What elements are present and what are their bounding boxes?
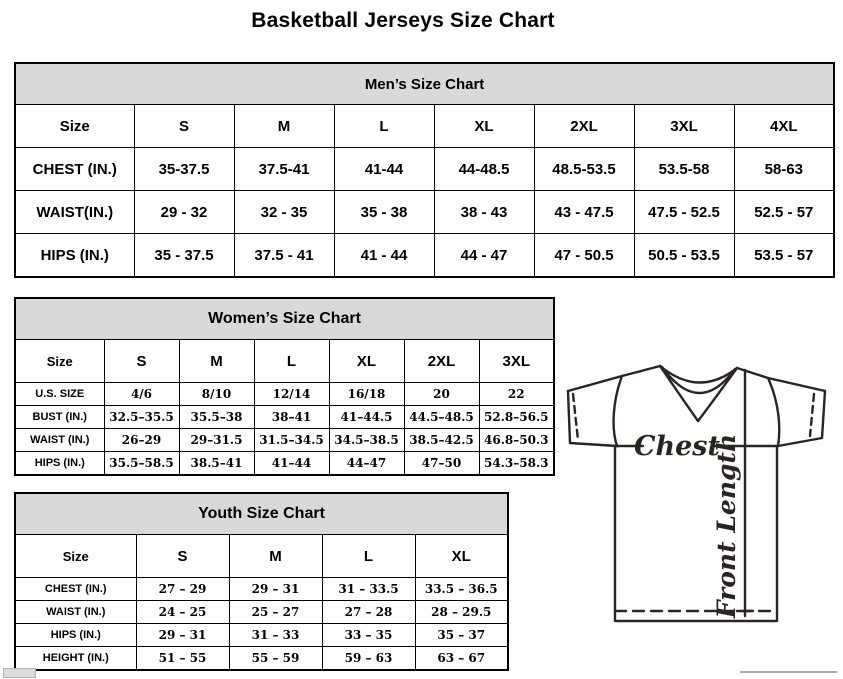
row-label: HIPS (IN.) bbox=[15, 624, 136, 647]
cell: 44-48.5 bbox=[434, 148, 534, 191]
table-row bbox=[15, 234, 834, 278]
row-label: CHEST (IN.) bbox=[15, 148, 134, 191]
cell: 37.5 - 41 bbox=[234, 234, 334, 278]
cell: 53.5-58 bbox=[634, 148, 734, 191]
scrollbar-fragment-left[interactable] bbox=[3, 668, 36, 678]
row-label: HIPS (IN.) bbox=[15, 452, 104, 476]
cell: 27 – 28 bbox=[322, 601, 415, 624]
column-header: L bbox=[254, 340, 329, 383]
womens-chart-title: Women’s Size Chart bbox=[15, 298, 554, 340]
table-header-row bbox=[15, 105, 834, 148]
cell: 29 – 31 bbox=[229, 578, 322, 601]
cell: 26–29 bbox=[104, 429, 179, 452]
cell: 63 – 67 bbox=[415, 647, 508, 671]
cell: 43 - 47.5 bbox=[534, 191, 634, 234]
cell: 31 – 33.5 bbox=[322, 578, 415, 601]
table-row bbox=[15, 429, 554, 452]
table-row bbox=[15, 452, 554, 476]
cell: 35.5–38 bbox=[179, 406, 254, 429]
column-header: S bbox=[136, 535, 229, 578]
row-label: WAIST (IN.) bbox=[15, 601, 136, 624]
cell: 47–50 bbox=[404, 452, 479, 476]
cell: 38–41 bbox=[254, 406, 329, 429]
cell: 33.5 – 36.5 bbox=[415, 578, 508, 601]
column-header-size: Size bbox=[15, 105, 134, 148]
cell: 47 - 50.5 bbox=[534, 234, 634, 278]
column-header: XL bbox=[415, 535, 508, 578]
cell: 59 – 63 bbox=[322, 647, 415, 671]
column-header: M bbox=[229, 535, 322, 578]
row-label: U.S. SIZE bbox=[15, 383, 104, 406]
cell: 29 - 32 bbox=[134, 191, 234, 234]
row-label: CHEST (IN.) bbox=[15, 578, 136, 601]
youth-size-chart-table bbox=[14, 492, 509, 671]
column-header: 4XL bbox=[734, 105, 834, 148]
table-row bbox=[15, 601, 508, 624]
cell: 44 - 47 bbox=[434, 234, 534, 278]
scrollbar-fragment-right[interactable] bbox=[740, 671, 837, 673]
cell: 20 bbox=[404, 383, 479, 406]
cell: 51 – 55 bbox=[136, 647, 229, 671]
cell: 54.3–58.3 bbox=[479, 452, 554, 476]
mens-size-chart-table bbox=[14, 62, 835, 278]
cell: 50.5 - 53.5 bbox=[634, 234, 734, 278]
column-header: M bbox=[234, 105, 334, 148]
column-header: XL bbox=[329, 340, 404, 383]
cell: 35-37.5 bbox=[134, 148, 234, 191]
table-row bbox=[15, 624, 508, 647]
cell: 16/18 bbox=[329, 383, 404, 406]
cell: 55 – 59 bbox=[229, 647, 322, 671]
row-label: WAIST(IN.) bbox=[15, 191, 134, 234]
table-title-row bbox=[15, 63, 834, 105]
row-label: HEIGHT (IN.) bbox=[15, 647, 136, 671]
cell: 4/6 bbox=[104, 383, 179, 406]
cell: 53.5 - 57 bbox=[734, 234, 834, 278]
column-header: 2XL bbox=[534, 105, 634, 148]
table-header-row bbox=[15, 340, 554, 383]
cell: 29–31.5 bbox=[179, 429, 254, 452]
cell: 25 – 27 bbox=[229, 601, 322, 624]
cell: 41–44.5 bbox=[329, 406, 404, 429]
page-title: Basketball Jerseys Size Chart bbox=[251, 9, 555, 32]
front-length-label: Front Length bbox=[712, 433, 741, 619]
cell: 44.5–48.5 bbox=[404, 406, 479, 429]
cell: 32 - 35 bbox=[234, 191, 334, 234]
youth-chart-title: Youth Size Chart bbox=[15, 493, 508, 535]
column-header: M bbox=[179, 340, 254, 383]
table-row bbox=[15, 383, 554, 406]
cell: 22 bbox=[479, 383, 554, 406]
column-header: 3XL bbox=[479, 340, 554, 383]
row-label: BUST (IN.) bbox=[15, 406, 104, 429]
cell: 38 - 43 bbox=[434, 191, 534, 234]
cell: 33 – 35 bbox=[322, 624, 415, 647]
jersey-measurement-diagram bbox=[558, 358, 840, 664]
column-header: S bbox=[134, 105, 234, 148]
cell: 35 - 37.5 bbox=[134, 234, 234, 278]
cell: 37.5-41 bbox=[234, 148, 334, 191]
table-row bbox=[15, 647, 508, 671]
cell: 38.5–42.5 bbox=[404, 429, 479, 452]
table-row bbox=[15, 148, 834, 191]
jersey-outline-drawing bbox=[558, 358, 840, 664]
table-row bbox=[15, 191, 834, 234]
cell: 24 – 25 bbox=[136, 601, 229, 624]
cell: 12/14 bbox=[254, 383, 329, 406]
cell: 52.8–56.5 bbox=[479, 406, 554, 429]
table-row bbox=[15, 406, 554, 429]
cell: 44–47 bbox=[329, 452, 404, 476]
womens-size-chart-table bbox=[14, 297, 555, 476]
cell: 52.5 - 57 bbox=[734, 191, 834, 234]
table-title-row bbox=[15, 493, 508, 535]
column-header: XL bbox=[434, 105, 534, 148]
column-header-size: Size bbox=[15, 340, 104, 383]
column-header: S bbox=[104, 340, 179, 383]
table-title-row bbox=[15, 298, 554, 340]
chest-label: Chest bbox=[634, 431, 720, 462]
mens-chart-title: Men’s Size Chart bbox=[15, 63, 834, 105]
cell: 35.5–58.5 bbox=[104, 452, 179, 476]
cell: 47.5 - 52.5 bbox=[634, 191, 734, 234]
cell: 31.5–34.5 bbox=[254, 429, 329, 452]
column-header: 3XL bbox=[634, 105, 734, 148]
cell: 27 – 29 bbox=[136, 578, 229, 601]
row-label: WAIST (IN.) bbox=[15, 429, 104, 452]
table-row bbox=[15, 578, 508, 601]
cell: 41 - 44 bbox=[334, 234, 434, 278]
cell: 29 – 31 bbox=[136, 624, 229, 647]
column-header: 2XL bbox=[404, 340, 479, 383]
cell: 8/10 bbox=[179, 383, 254, 406]
cell: 46.8–50.3 bbox=[479, 429, 554, 452]
column-header: L bbox=[322, 535, 415, 578]
cell: 35 - 38 bbox=[334, 191, 434, 234]
cell: 31 – 33 bbox=[229, 624, 322, 647]
cell: 58-63 bbox=[734, 148, 834, 191]
cell: 48.5-53.5 bbox=[534, 148, 634, 191]
column-header-size: Size bbox=[15, 535, 136, 578]
cell: 32.5–35.5 bbox=[104, 406, 179, 429]
row-label: HIPS (IN.) bbox=[15, 234, 134, 278]
cell: 41–44 bbox=[254, 452, 329, 476]
column-header: L bbox=[334, 105, 434, 148]
cell: 38.5–41 bbox=[179, 452, 254, 476]
table-header-row bbox=[15, 535, 508, 578]
cell: 28 – 29.5 bbox=[415, 601, 508, 624]
cell: 41-44 bbox=[334, 148, 434, 191]
cell: 34.5–38.5 bbox=[329, 429, 404, 452]
cell: 35 – 37 bbox=[415, 624, 508, 647]
